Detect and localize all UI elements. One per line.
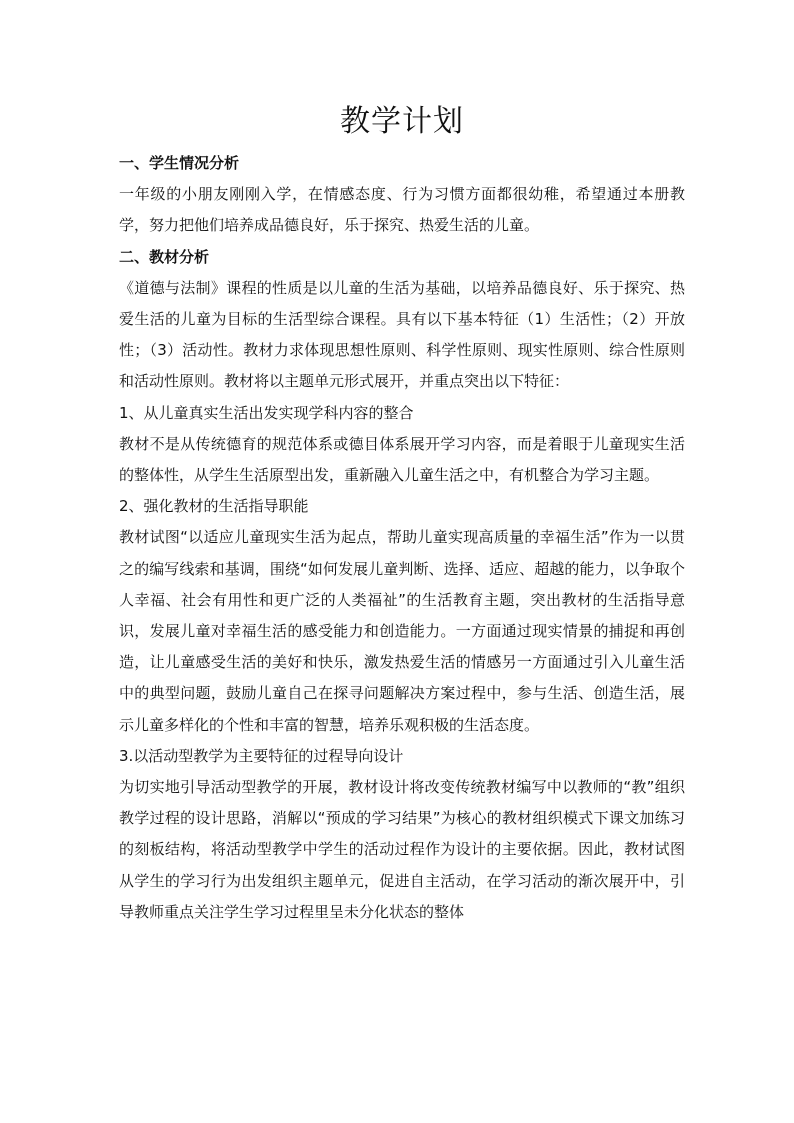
feature-heading-activity-design: 3.以活动型教学为主要特征的过程导向设计 [119, 746, 404, 765]
feature-heading-life-guidance: 2、强化教材的生活指导职能 [119, 497, 309, 516]
feature-heading-real-life: 1、从儿童真实生活出发实现学科内容的整合 [119, 403, 414, 422]
feature-paragraph-activity-design: 为切实地引导活动型教学的开展，教材设计将改变传统教材编写中以教师的“教”组织教学过程的设计思路，消解以“预成的学习结果”为核心的教材组织模式下课文加练习的刻板结构，将活动型教学中学生的活动过程作为设计的主要依据。因此，教材试图从学生的学习行为出发组织主题单元，促进自主活动，在学习活动的渐次展开中，引导教师重点关注学生学习过程里呈未分化状态的整体 [119, 778, 685, 921]
feature-paragraph-life-guidance: 教材试图“以适应儿童现实生活为起点，帮助儿童实现高质量的幸福生活”作为一以贯之的编写线索和基调，围绕“如何发展儿童判断、选择、适应、超越的能力，以争取个人幸福、社会有用性和更广泛的人类福祉”的生活教育主题，突出教材的生活指导意识，发展儿童对幸福生活的感受能力和创造能力。一方面通过现实情景的捕捉和再创造，让儿童感受生活的美好和快乐，激发热爱生活的情感另一方面通过引入儿童生活中的典型问题，鼓励儿童自己在探寻问题解决方案过程中，参与生活、创造生活，展示儿童多样化的个性和丰富的智慧，培养乐观积极的生活态度。 [119, 528, 685, 734]
student-analysis-paragraph: 一年级的小朋友刚刚入学，在情感态度、行为习惯方面都很幼稚，希望通过本册教学，努力把他们培养成品德良好，乐于探究、热爱生活的儿童。 [119, 185, 685, 235]
feature-paragraph-real-life: 教材不是从传统德育的规范体系或德目体系展开学习内容，而是着眼于儿童现实生活的整体性，从学生生活原型出发，重新融入儿童生活之中，有机整合为学习主题。 [119, 434, 685, 485]
document-title: 教学计划 [340, 104, 464, 139]
textbook-analysis-intro: 《道德与法制》课程的性质是以儿童的生活为基础，以培养品德良好、乐于探究、热爱生活的儿童为目标的生活型综合课程。具有以下基本特征（1）生活性；（2）开放性；（3）活动性。教材力求体现思想性原则、科学性原则、现实性原则、综合性原则和活动性原则。教材将以主题单元形式展开，并重点突出以下特征： [119, 278, 685, 391]
section-heading-student-analysis: 一、学生情况分析 [119, 154, 240, 172]
section-heading-textbook-analysis: 二、教材分析 [119, 247, 210, 266]
document-body [119, 96, 685, 928]
